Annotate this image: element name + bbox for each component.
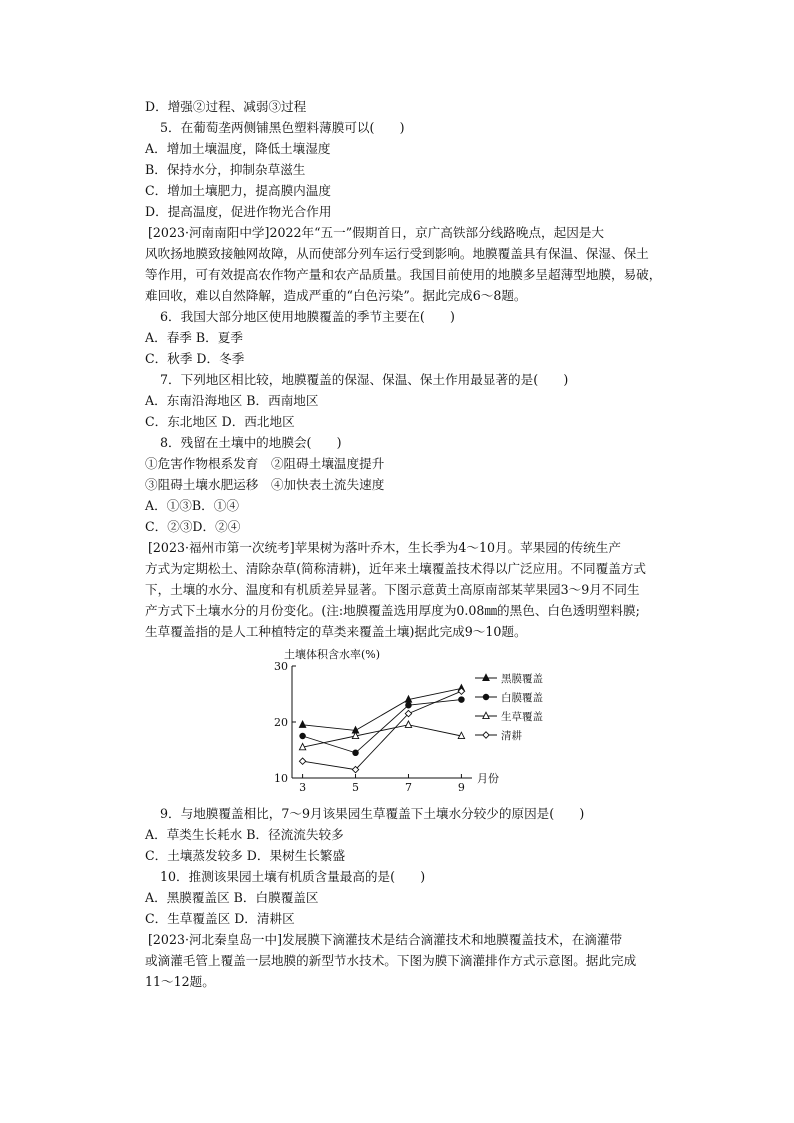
legend-label: 生草覆盖 [501,711,543,723]
option-cd: C．土壤蒸发较多 D．果树生长繁盛 [145,848,346,863]
data-point [299,758,305,764]
passage-line: 下，土壤的水分、温度和有机质差异显著。下图示意黄土高原南部某苹果园3～9月不同生 [145,582,640,597]
question-5: 5．在葡萄垄两侧铺黑色塑料薄膜可以( ) [160,120,405,135]
series-3 [299,721,464,750]
data-point [299,721,305,727]
data-point [459,697,465,703]
passage-line: [2023·福州市第一次统考]苹果树为落叶乔木，生长季为4～10月。苹果园的传统生产 [148,540,621,555]
legend-entry [475,710,543,723]
x-axis-label: 月份 [477,772,499,785]
x-tick-label: 3 [299,781,307,794]
x-tick-label: 7 [404,781,412,794]
data-point [406,702,412,708]
option-ab: A．东南沿海地区 B．西南地区 [145,393,319,408]
legend-entry [475,691,543,704]
series-line [303,688,462,730]
option-ab: A．春季 B．夏季 [145,330,243,345]
question-10: 10．推测该果园土壤有机质含量最高的是( ) [160,869,426,884]
data-point [405,721,411,727]
option-a: A．增加土壤温度，降低土壤湿度 [145,141,331,156]
passage-line: 方式为定期松土、清除杂草(简称清耕)，近年来土壤覆盖技术得以广泛应用。不同覆盖方式 [145,561,646,576]
question-8: 8．残留在土壤中的地膜会( ) [160,435,342,450]
legend-marker [483,694,489,700]
option-ab: A．①③B．①④ [145,498,239,513]
option-cd: C．②③D．②④ [145,519,241,534]
legend-label: 白膜覆盖 [501,692,543,704]
option-cd: C．生草覆盖区 D．清耕区 [145,911,295,926]
chart-legend [475,672,543,742]
passage-line: [2023·河北秦皇岛一中]发展膜下滴灌技术是结合滴灌技术和地膜覆盖技术，在滴灌带 [148,932,623,947]
question-6: 6．我国大部分地区使用地膜覆盖的季节主要在( ) [160,309,455,324]
option-d: D．增强②过程、减弱③过程 [145,99,307,114]
y-tick-label: 30 [274,660,288,673]
passage-line: 难回收，难以自然降解，造成严重的“白色污染”。据此完成6～8题。 [145,288,527,303]
option-d: D．提高温度，促进作物光合作用 [145,204,332,219]
option-c: C．增加土壤肥力，提高膜内温度 [145,183,331,198]
legend-marker [483,732,489,738]
series-line [303,700,462,753]
passage-line: 风吹扬地膜致接触网故障，从而使部分列车运行受到影响。地膜覆盖具有保温、保湿、保土 [145,246,649,261]
passage-line: 或滴灌毛管上覆盖一层地膜的新型节水技术。下图为膜下滴灌排作方式示意图。据此完成 [145,953,637,968]
chart-series [299,685,464,773]
passage-line: 等作用，可有效提高农作物产量和农产品质量。我国目前使用的地膜多呈超薄型地膜，易破， [145,267,662,282]
option-cd: C．秋季 D．冬季 [145,351,245,366]
option-ab: A．黑膜覆盖区 B．白膜覆盖区 [145,890,319,905]
passage-line: 11～12题。 [145,974,215,989]
legend-entry [475,672,543,685]
legend-label: 清耕 [501,730,522,742]
statement-line: ①危害作物根系发育 ②阻碍土壤温度提升 [145,456,385,471]
passage-line: 生草覆盖指的是人工种植特定的草类来覆盖土壤)据此完成9～10题。 [145,624,527,639]
legend-marker [483,712,489,718]
data-point [300,733,306,739]
x-tick-label: 9 [457,781,465,794]
question-9: 9．与地膜覆盖相比，7～9月该果园生草覆盖下土壤水分较少的原因是( ) [160,806,585,821]
passage-line: [2023·河南南阳中学]2022年“五一”假期首日，京广高铁部分线路晚点，起因是大 [148,225,605,240]
question-7: 7．下列地区相比较，地膜覆盖的保湿、保温、保土作用最显著的是( ) [160,372,569,387]
legend-marker [483,674,489,680]
x-tick-label: 5 [352,781,360,794]
option-cd: C．东北地区 D．西北地区 [145,414,295,429]
option-b: B．保持水分，抑制杂草滋生 [145,162,306,177]
data-point [353,750,359,756]
y-tick-label: 10 [274,772,288,785]
soil-moisture-line-chart [262,644,543,796]
statement-line: ③阻碍土壤水肥运移 ④加快表土流失速度 [145,477,385,492]
legend-label: 黑膜覆盖 [501,673,543,685]
y-axis-label: 土壤体积含水率(%) [284,648,381,661]
option-ab: A．草类生长耗水 B．径流流失较多 [145,827,344,842]
series-1 [299,685,464,733]
legend-entry [475,729,522,742]
series-2 [300,697,464,756]
passage-line: 产方式下土壤水分的月份变化。(注:地膜覆盖选用厚度为0.08㎜的黑色、白色透明塑料膜; [145,603,640,618]
y-tick-label: 20 [274,716,288,729]
